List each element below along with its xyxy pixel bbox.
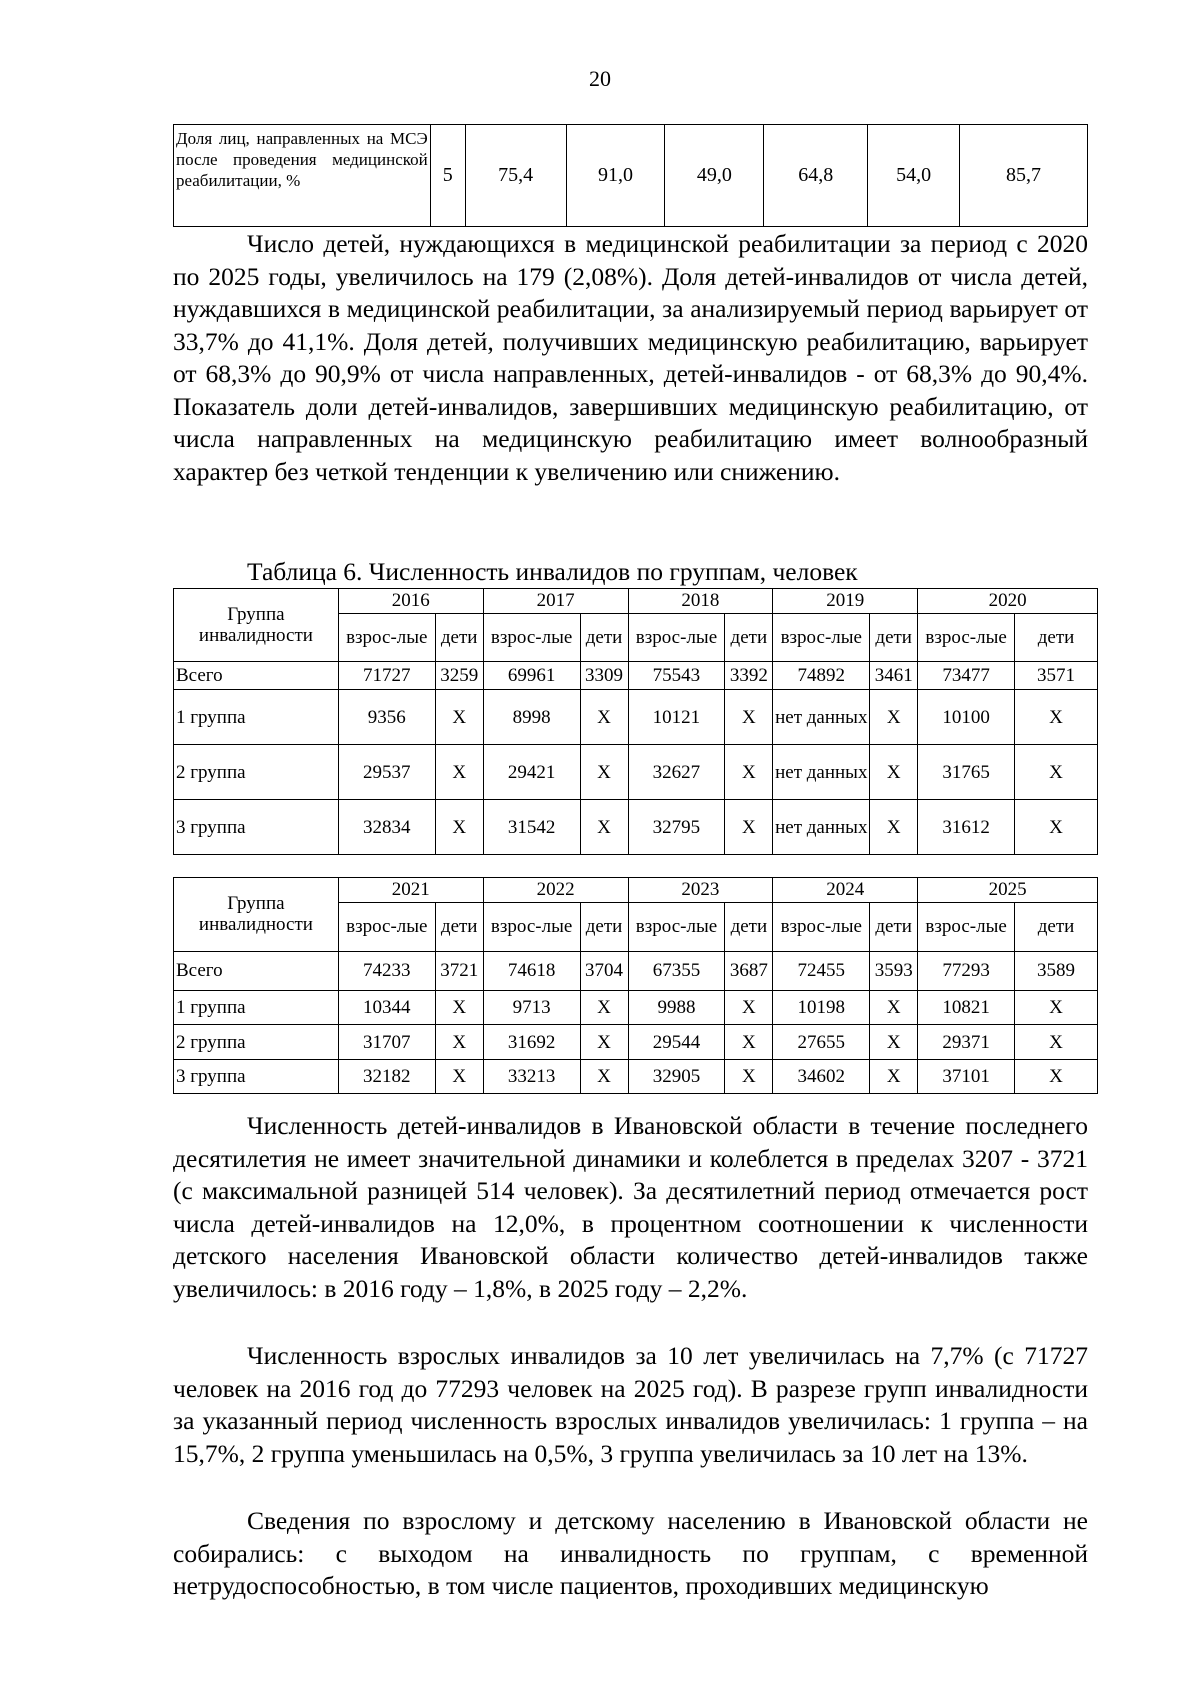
table-cell: 3687 [725,951,773,990]
table-cell: X [1015,1059,1098,1093]
table-cell: 29421 [483,745,580,800]
table-cell: 34602 [773,1059,870,1093]
row-number: 5 [430,125,465,227]
table-cell: 3309 [580,662,628,690]
row-label: 1 группа [174,690,339,745]
table-cell: 8998 [483,690,580,745]
table-cell: 33213 [483,1059,580,1093]
table-row [174,951,1098,990]
child-header: дети [580,902,628,951]
adult-header: взрос-лые [773,613,870,662]
table-cell: 75,4 [465,125,566,227]
table-cell: 3593 [870,951,918,990]
table-cell: 32182 [338,1059,435,1093]
table-cell: 10198 [773,991,870,1025]
table-cell: X [870,690,918,745]
child-header: дети [870,613,918,662]
year-header: 2016 [338,589,483,614]
table-6-part-1 [173,588,1098,855]
year-header-row [174,589,1098,614]
table-cell: 32834 [338,800,435,855]
adult-header: взрос-лые [628,902,725,951]
table-cell: 3589 [1015,951,1098,990]
group-header: Группа инвалидности [174,589,339,662]
table-row [174,662,1098,690]
table-6-caption: Таблица 6. Численность инвалидов по группам, человек [247,557,858,586]
row-label: 2 группа [174,1025,339,1059]
table-cell: 54,0 [868,125,960,227]
table-cell: нет данных [773,745,870,800]
table-cell: X [435,1025,483,1059]
table-cell: 74892 [773,662,870,690]
table-cell: 49,0 [665,125,764,227]
child-header: дети [1015,902,1098,951]
year-header: 2022 [483,878,628,903]
year-header: 2020 [918,589,1098,614]
table-row [174,991,1098,1025]
table-6-part-2 [173,877,1098,1094]
table-cell: X [1015,1025,1098,1059]
table-cell: 69961 [483,662,580,690]
adult-header: взрос-лые [338,902,435,951]
adult-header: взрос-лые [918,613,1015,662]
table-row [174,1059,1098,1093]
table-cell: X [870,1059,918,1093]
child-header: дети [725,613,773,662]
adult-header: взрос-лые [483,613,580,662]
row-label: 1 группа [174,991,339,1025]
row-label: 3 группа [174,1059,339,1093]
table-cell: 37101 [918,1059,1015,1093]
adult-header: взрос-лые [918,902,1015,951]
child-header: дети [580,613,628,662]
table-cell: 3461 [870,662,918,690]
top-table-fragment [173,124,1088,227]
table-cell: X [435,800,483,855]
group-header: Группа инвалидности [174,878,339,952]
table-cell: 32795 [628,800,725,855]
table-cell: 3259 [435,662,483,690]
adult-header: взрос-лые [338,613,435,662]
table-cell: X [1015,800,1098,855]
table-cell: 75543 [628,662,725,690]
table-cell: 29544 [628,1025,725,1059]
table-cell: X [435,1059,483,1093]
table-cell: 3721 [435,951,483,990]
child-header: дети [1015,613,1098,662]
page-number: 20 [589,66,611,91]
table-cell: 31707 [338,1025,435,1059]
table-cell: 9356 [338,690,435,745]
table-cell: X [870,991,918,1025]
adult-header: взрос-лые [773,902,870,951]
year-header: 2018 [628,589,773,614]
paragraph-1: Число детей, нуждающихся в медицинской реабилитации за период с 2020 по 2025 годы, увеличилось на 179 (2,08%). Доля детей-инвалидов от числа детей, нуждавшихся в медицинской реабилитации, за анализируемый период варьирует от 33,7% до 41,1%. Доля детей, получивших медицинскую реабилитацию, варьирует от 68,3% до 90,9% от числа направленных, детей-инвалидов - от 68,3% до 90,4%. Показатель доли детей-инвалидов, завершивших медицинскую реабилитацию, от числа направленных на медицинскую реабилитацию имеет волнообразный характер без четкой тенденции к увеличению или снижению. [173,229,1088,486]
table-cell: 77293 [918,951,1015,990]
table-cell: X [1015,991,1098,1025]
table-cell: 64,8 [764,125,868,227]
table-cell: 10821 [918,991,1015,1025]
table-cell: X [725,745,773,800]
table-cell: 9713 [483,991,580,1025]
adult-header: взрос-лые [628,613,725,662]
row-label: 2 группа [174,745,339,800]
year-header: 2019 [773,589,918,614]
table-cell: X [580,800,628,855]
table-cell: X [725,991,773,1025]
table-cell: X [580,991,628,1025]
row-label: Всего [174,951,339,990]
table-cell: 32905 [628,1059,725,1093]
year-header: 2024 [773,878,918,903]
table-row [174,800,1098,855]
table-cell: X [870,1025,918,1059]
year-header: 2017 [483,589,628,614]
table-cell: X [870,800,918,855]
child-header: дети [725,902,773,951]
table-cell: X [725,690,773,745]
child-header: дети [435,613,483,662]
table-cell: 71727 [338,662,435,690]
table-cell: 73477 [918,662,1015,690]
table-cell: 3704 [580,951,628,990]
adult-header: взрос-лые [483,902,580,951]
table-cell: 31612 [918,800,1015,855]
paragraph-3: Численность взрослых инвалидов за 10 лет увеличилась на 7,7% (с 71727 человек на 2016 год до 77293 человек на 2025 год). В разрезе групп инвалидности за указанный период численность взрослых инвалидов увеличилась: 1 группа – на 15,7%, 2 группа уменьшилась на 0,5%, 3 группа увеличилась за 10 лет на 13%. [173,1341,1088,1468]
table-cell: 31692 [483,1025,580,1059]
table-cell: X [580,745,628,800]
table-cell: 10121 [628,690,725,745]
row-label: Всего [174,662,339,690]
table-cell: 10100 [918,690,1015,745]
table-cell: X [1015,745,1098,800]
row-label: 3 группа [174,800,339,855]
table-cell: 29371 [918,1025,1015,1059]
year-header-row [174,878,1098,903]
year-header: 2025 [918,878,1098,903]
table-cell: 3571 [1015,662,1098,690]
table-row [174,125,1088,227]
table-cell: X [580,690,628,745]
child-header: дети [435,902,483,951]
table-cell: X [580,1025,628,1059]
table-cell: 10344 [338,991,435,1025]
table-row [174,1025,1098,1059]
table-cell: X [725,800,773,855]
year-header: 2021 [338,878,483,903]
table-cell: 32627 [628,745,725,800]
table-cell: нет данных [773,800,870,855]
table-cell: X [1015,690,1098,745]
table-row [174,745,1098,800]
table-cell: X [870,745,918,800]
table-cell: 3392 [725,662,773,690]
table-cell: 85,7 [960,125,1088,227]
table-cell: 31542 [483,800,580,855]
paragraph-2: Численность детей-инвалидов в Ивановской области в течение последнего десятилетия не имеет значительной динамики и колеблется в пределах 3207 - 3721 (с максимальной разницей 514 человек). За десятилетний период отмечается рост числа детей-инвалидов на 12,0%, в процентном соотношении к численности детского населения Ивановской области количество детей-инвалидов также увеличилось: в 2016 году – 1,8%, в 2025 году – 2,2%. [173,1111,1088,1303]
table-cell: 91,0 [566,125,665,227]
table-cell: 29537 [338,745,435,800]
table-cell: X [435,745,483,800]
table-cell: X [725,1059,773,1093]
table-cell: 31765 [918,745,1015,800]
table-row [174,690,1098,745]
table-cell: 74618 [483,951,580,990]
table-cell: X [580,1059,628,1093]
table-cell: 27655 [773,1025,870,1059]
paragraph-4: Сведения по взрослому и детскому населению в Ивановской области не собирались: с выходом на инвалидность по группам, с временной нетрудоспособностью, в том числе пациентов, проходивших медицинскую [173,1506,1088,1600]
table-cell: 74233 [338,951,435,990]
table-cell: нет данных [773,690,870,745]
table-cell: 72455 [773,951,870,990]
table-cell: X [435,991,483,1025]
row-label: Доля лиц, направленных на МСЭ после проведения медицинской реабилитации, % [174,125,431,227]
child-header: дети [870,902,918,951]
table-cell: 9988 [628,991,725,1025]
table-cell: X [725,1025,773,1059]
year-header: 2023 [628,878,773,903]
table-cell: X [435,690,483,745]
table-cell: 67355 [628,951,725,990]
